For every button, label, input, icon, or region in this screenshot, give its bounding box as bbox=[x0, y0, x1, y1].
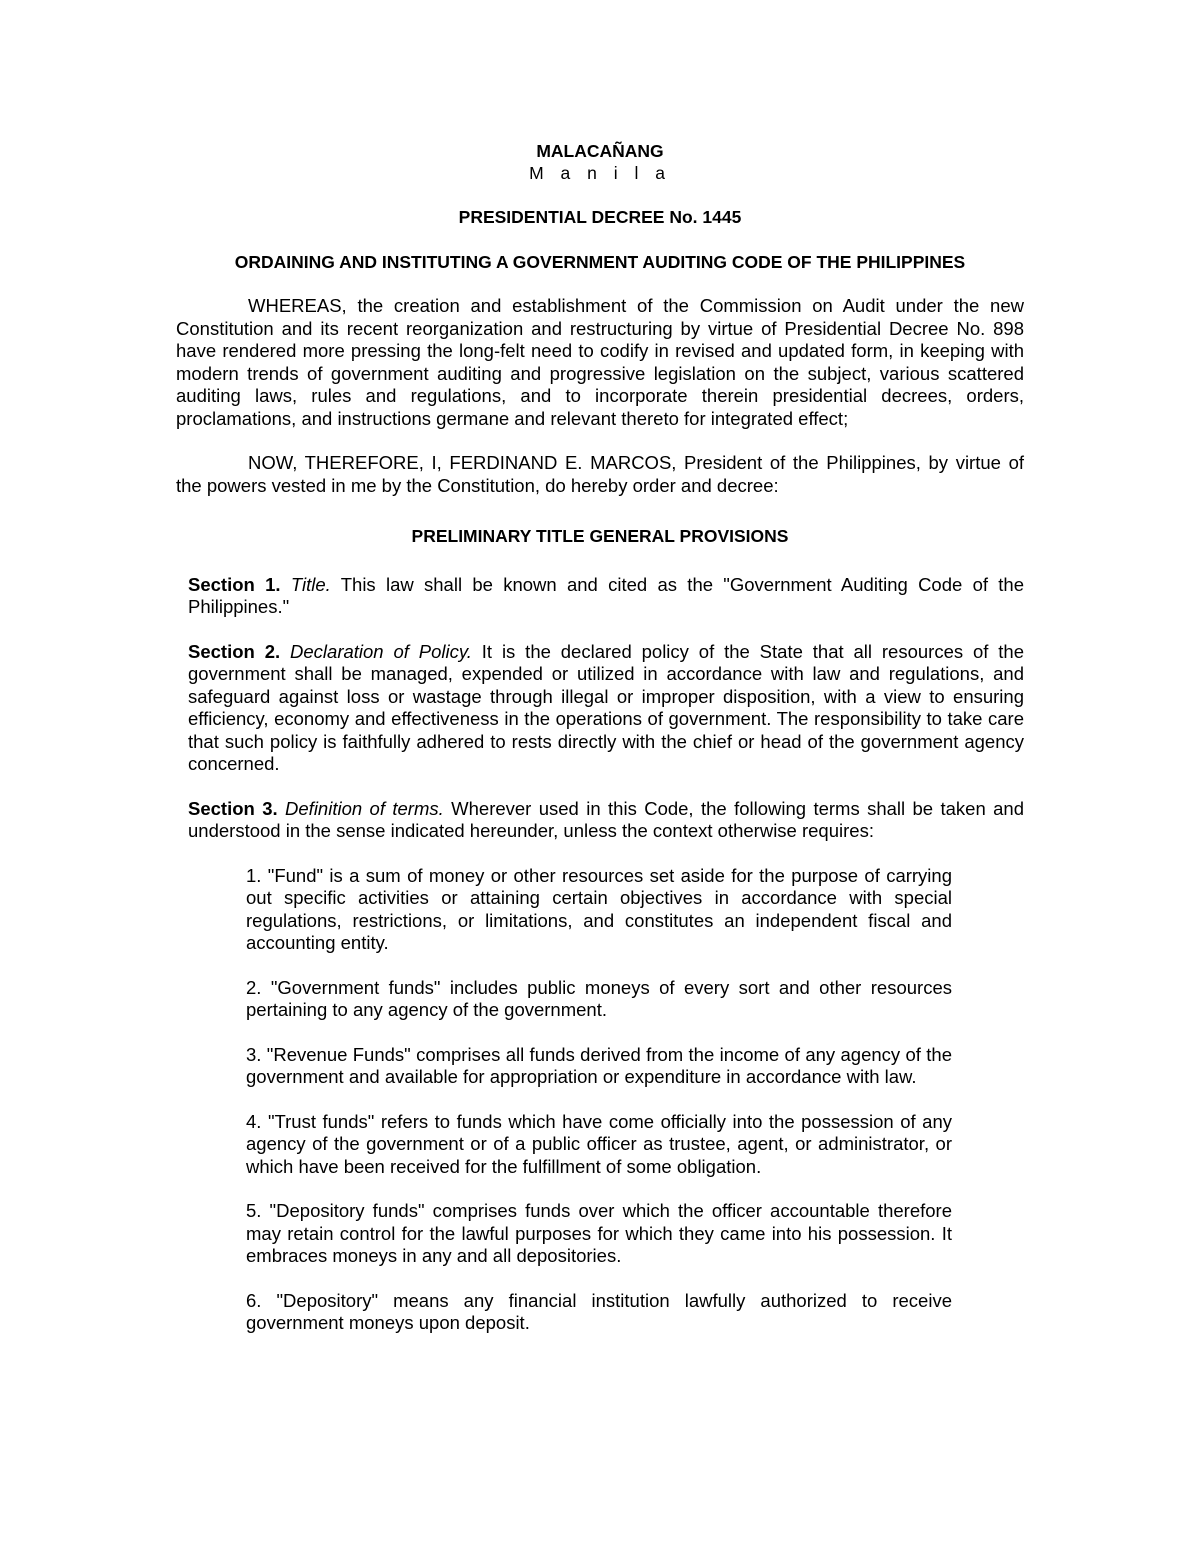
section-3 bbox=[188, 798, 1024, 843]
section-text: This law shall be known and cited as the "Government Auditing Code of the Philippines." bbox=[188, 573, 1025, 617]
preliminary-title-heading: PRELIMINARY TITLE GENERAL PROVISIONS bbox=[411, 526, 789, 546]
section-number: Section 3. bbox=[188, 797, 278, 819]
definitions-list bbox=[246, 865, 952, 1335]
definition-item: 2. "Government funds" includes public moneys of every sort and other resources pertaining to any agency of the government. bbox=[246, 976, 952, 1020]
section-text: It is the declared policy of the State that all resources of the government shall be managed, expended or utilized in accordance with law and regulations, and safeguard against loss or wastage through illegal or improper disposition, with a view to ensuring efficiency, economy and effectiveness in the operations of government. The responsibility to take care that such policy is faithfully adhered to rests directly with the chief or head of the government agency concerned. bbox=[188, 640, 1025, 774]
section-text: Wherever used in this Code, the following terms shall be taken and understood in the sense indicated hereunder, unless the context otherwise requires: bbox=[188, 797, 1024, 841]
document-page bbox=[176, 140, 1024, 1335]
whereas-clause: WHEREAS, the creation and establishment of the Commission on Audit under the new Constitution and its recent reorganization and restructuring by virtue of Presidential Decree No. 898 have rendered more pressing the long-felt need to codify in revised and updated form, in keeping with modern trends of government auditing and progressive legislation on the subject, various scattered auditing laws, rules and regulations, and to incorporate therein presidential decrees, orders, proclamations, and instructions germane and relevant thereto for integrated effect; bbox=[176, 295, 1024, 429]
section-title: Declaration of Policy. bbox=[290, 640, 472, 662]
definition-item: 1. "Fund" is a sum of money or other resources set aside for the purpose of carrying out specific activities or attaining certain objectives in accordance with special regulations, restrictions, or limitations, and constitutes an independent fiscal and accounting entity. bbox=[246, 864, 952, 953]
definition-item: 4. "Trust funds" refers to funds which have come officially into the possession of any agency of the government or of a public officer as trustee, agent, or administrator, or which have been received for the fulfillment of some obligation. bbox=[246, 1110, 952, 1177]
decree-number: PRESIDENTIAL DECREE No. 1445 bbox=[458, 207, 742, 227]
now-therefore-clause: NOW, THEREFORE, I, FERDINAND E. MARCOS, President of the Philippines, by virtue of the powers vested in me by the Constitution, do hereby order and decree: bbox=[176, 452, 1024, 496]
section-title: Title. bbox=[290, 573, 331, 595]
section-title: Definition of terms. bbox=[285, 797, 444, 819]
section-1 bbox=[188, 574, 1024, 619]
decree-title: ORDAINING AND INSTITUTING A GOVERNMENT AUDITING CODE OF THE PHILIPPINES bbox=[234, 251, 966, 272]
government-heading: MALACAÑANG bbox=[536, 141, 664, 161]
city-heading: M a n i l a bbox=[529, 163, 671, 183]
section-number: Section 1. bbox=[188, 573, 281, 595]
definition-item: 6. "Depository" means any financial institution lawfully authorized to receive government moneys upon deposit. bbox=[246, 1289, 952, 1333]
definition-item: 3. "Revenue Funds" comprises all funds derived from the income of any agency of the government and available for appropriation or expenditure in accordance with law. bbox=[246, 1043, 952, 1087]
section-2 bbox=[188, 641, 1024, 776]
definition-item: 5. "Depository funds" comprises funds over which the officer accountable therefore may retain control for the lawful purposes for which they came into his possession. It embraces moneys in any and all depositories. bbox=[246, 1200, 952, 1266]
section-number: Section 2. bbox=[188, 640, 281, 662]
